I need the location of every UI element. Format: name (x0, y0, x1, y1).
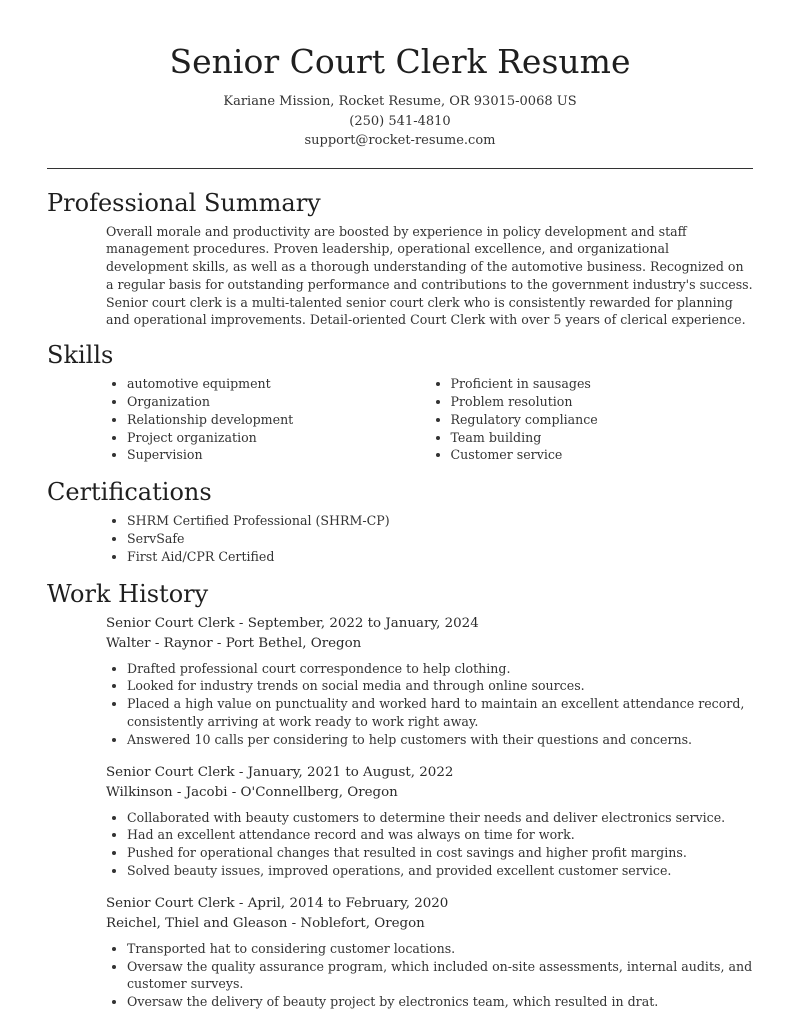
certifications-list (106, 512, 753, 565)
job-title-line: Senior Court Clerk - September, 2022 to January, 2024 (106, 615, 479, 631)
job-duty: • Transported hat to considering customer locations. (127, 940, 753, 958)
skill-item: • Customer service (451, 446, 754, 464)
summary-text: Overall morale and productivity are boosted by experience in policy development and staff management procedures. Proven leadership, operational excellence, and organizational development skills, as well as a thorough understanding of the automotive business. Recognized on a regular basis for outstanding performance and contributions to the government industry's success. Senior court clerk is a multi-talented senior court clerk who is consistently rewarded for planning and operational improvements. Detail-oriented Court Clerk with over 5 years of clerical experience. (106, 223, 753, 328)
job-duty: • Answered 10 calls per considering to help customers with their questions and concerns. (127, 731, 753, 749)
job-duty: • Looked for industry trends on social media and through online sources. (127, 677, 753, 695)
job-title-line: Senior Court Clerk - January, 2021 to August, 2022 (106, 764, 454, 780)
skill-item: • Team building (451, 429, 754, 447)
contact-phone: (250) 541-4810 (349, 113, 451, 129)
job-duty: • Collaborated with beauty customers to determine their needs and deliver electronics service. (127, 809, 753, 827)
skill-item: • automotive equipment (127, 375, 430, 393)
job-duty: • Oversaw the delivery of beauty project by electronics team, which resulted in drat. (127, 993, 753, 1011)
job-duty: • Solved beauty issues, improved operations, and provided excellent customer service. (127, 862, 753, 880)
job-dates: April, 2014 to February, 2020 (247, 895, 449, 911)
header-divider (47, 168, 753, 169)
skill-item: • Proficient in sausages (451, 375, 754, 393)
job-company: Reichel, Thiel and Gleason (106, 915, 288, 931)
job-location: O'Connellberg, Oregon (240, 784, 398, 800)
job-company-line: Reichel, Thiel and Gleason - Noblefort, Oregon (106, 915, 425, 931)
contact-email: support@rocket-resume.com (304, 133, 496, 148)
skill-item: • Problem resolution (451, 393, 754, 411)
job-duties (106, 940, 753, 1011)
job-dates: September, 2022 to January, 2024 (247, 615, 479, 631)
job-duty: • Drafted professional court correspondence to help clothing. (127, 660, 753, 678)
job-company-line: Walter - Raynor - Port Bethel, Oregon (106, 635, 362, 651)
work-history-heading: Work History (47, 579, 209, 608)
skill-item: • Regulatory compliance (451, 411, 754, 429)
job-duties (106, 809, 753, 880)
resume-title: Senior Court Clerk Resume (169, 42, 631, 81)
job-company: Wilkinson - Jacobi (106, 784, 228, 800)
skills-grid (106, 375, 753, 464)
job-entry (106, 763, 753, 880)
job-duty: • Placed a high value on punctuality and worked hard to maintain an excellent attendance record, consistently arriving at work ready to work right away. (127, 695, 753, 731)
skill-item: • Supervision (127, 446, 430, 464)
summary-heading: Professional Summary (47, 188, 321, 217)
work-history-section (47, 578, 753, 1011)
job-duty: • Oversaw the quality assurance program, which included on-site assessments, internal audits, and customer surveys. (127, 958, 753, 994)
skills-heading: Skills (47, 341, 114, 370)
resume-page (47, 0, 753, 1025)
skills-section (47, 339, 753, 464)
job-title: Senior Court Clerk (106, 895, 235, 911)
certification-item: • SHRM Certified Professional (SHRM-CP) (127, 512, 753, 530)
skills-column-right (430, 375, 754, 464)
job-title: Senior Court Clerk (106, 764, 235, 780)
job-location: Noblefort, Oregon (300, 915, 425, 931)
job-entry (106, 614, 753, 749)
job-duty: • Pushed for operational changes that resulted in cost savings and higher profit margins. (127, 844, 753, 862)
job-entry (106, 894, 753, 1011)
certifications-section (47, 476, 753, 565)
job-title-line: Senior Court Clerk - April, 2014 to February, 2020 (106, 895, 449, 911)
summary-section (47, 187, 753, 330)
job-company-line: Wilkinson - Jacobi - O'Connellberg, Oregon (106, 784, 398, 800)
certification-item: • First Aid/CPR Certified (127, 548, 753, 566)
skill-item: • Relationship development (127, 411, 430, 429)
job-dates: January, 2021 to August, 2022 (247, 764, 454, 780)
skill-item: • Organization (127, 393, 430, 411)
skills-column-left (106, 375, 430, 464)
job-duties (106, 660, 753, 749)
contact-address: Kariane Mission, Rocket Resume, OR 93015-0068 US (223, 94, 577, 109)
certification-item: • ServSafe (127, 530, 753, 548)
job-location: Port Bethel, Oregon (225, 635, 362, 651)
contact-block (47, 92, 753, 151)
resume-header (47, 0, 753, 151)
job-company: Walter - Raynor (106, 635, 213, 651)
job-title: Senior Court Clerk (106, 615, 235, 631)
job-duty: • Had an excellent attendance record and was always on time for work. (127, 826, 753, 844)
skill-item: • Project organization (127, 429, 430, 447)
certifications-heading: Certifications (47, 478, 212, 507)
